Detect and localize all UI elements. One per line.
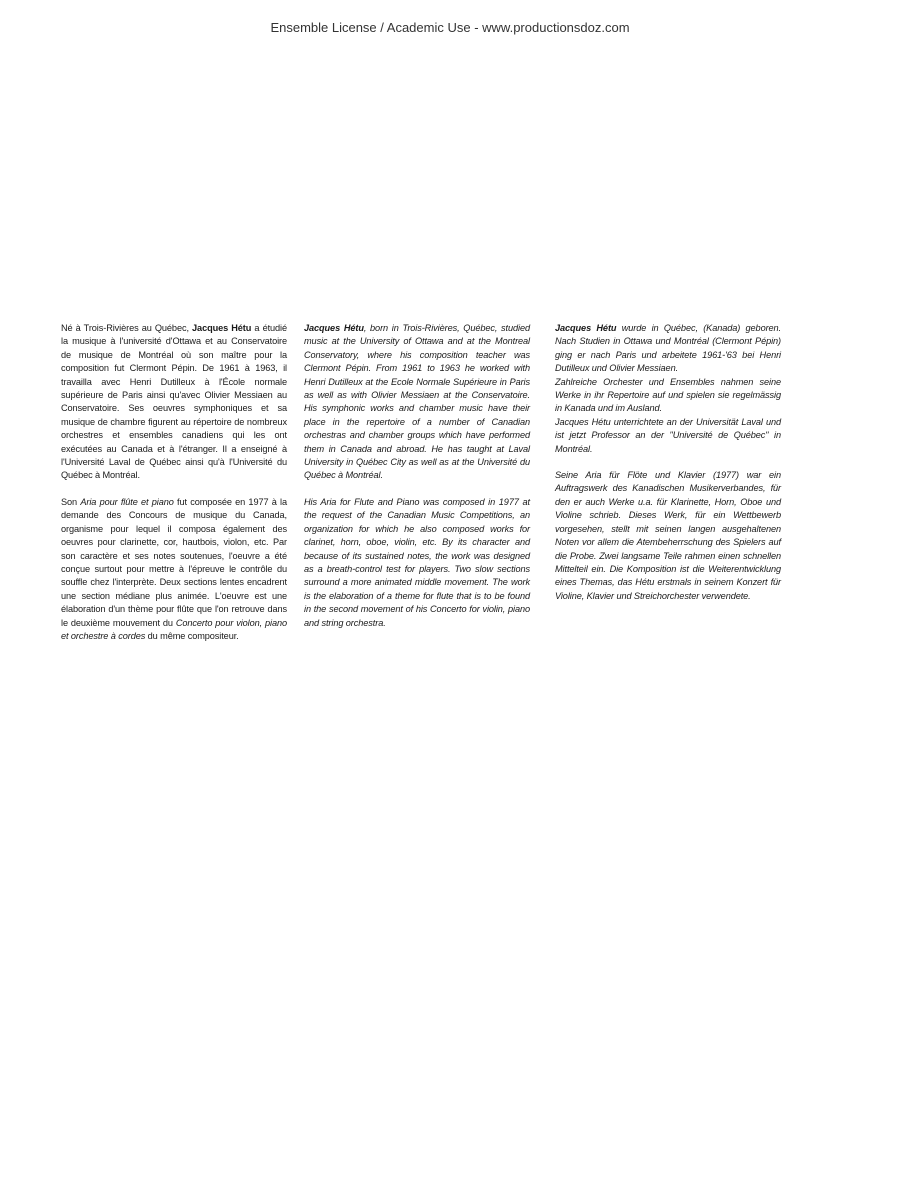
english-work-paragraph: His Aria for Flute and Piano was composed in 1977 at the request of the Canadian Music Competitions, an organization for which he also composed works for clarinet, horn, oboe, violin, etc. By its character and because of its sustained notes, the work was designed as a breath-control test for players. Two slow sections surround a more animated middle movement. The work is the elaboration of a theme for flute that is to be found in the second movement of his Concerto for violin, piano and string orchestra. xyxy=(304,496,530,628)
english-composer-name: Jacques Hétu xyxy=(304,323,364,333)
french-work-paragraph xyxy=(61,496,287,643)
french-work-intro: Son xyxy=(61,496,81,507)
german-teaching-paragraph: Jacques Hétu unterrichtete an der Universität Laval und ist jetzt Professor an der "Université de Québec" in Montréal. xyxy=(555,416,781,454)
german-biography-paragraph xyxy=(555,322,781,376)
english-biography-column xyxy=(304,322,530,643)
german-biography-text: wurde in Québec, (Kanada) geboren. Nach Studien in Ottawa und Montréal (Clermont Pépin) ging er nach Paris und arbeitete 1961-'63 bei Henri Dutilleux und Olivier Messiaen. xyxy=(555,323,782,374)
french-concerto-title: Concerto pour violon, piano et orchestre à cordes xyxy=(61,617,287,641)
french-work-text: fut composée en 1977 à la demande des Concours de musique du Canada, organisme pour lequel il composa également des oeuvres pour clarinette, cor, hautbois, violon, etc. Par son caractère et ses notes soutenues, l'oeuvre a été conçue surtout pour mettre à l'épreuve le contrôle du souffle chez l'interprète. Deux sections lentes encadrent une section médiane plus animée. L'oeuvre est une élaboration d'un thème pour flûte que l'on retrouve dans le deuxième mouvement du xyxy=(61,496,288,628)
french-intro-text: Né à Trois-Rivières au Québec, xyxy=(61,323,193,333)
french-biography-text: a étudié la musique à l'université d'Ottawa et au Conservatoire de musique de Montréal où son maître pour la composition fut Clermont Pépin. De 1961 à 1963, il travailla avec Henri Dutilleux à l'École normale supérieure de Paris ainsi qu'avec Olivier Messiaen au Conservatoire. Ses oeuvres symphoniques et sa musique de chambre figurent au répertoire de nombreux orchestres et ensembles canadiens qui les ont exécutées au Canada et à l'étranger. Il a enseigné à l'Université Laval de Québec ainsi qu'à l'Université du Québec à Montréal. xyxy=(61,323,287,481)
french-work-ending: du même compositeur. xyxy=(145,630,239,641)
french-work-title: Aria pour flûte et piano xyxy=(80,496,174,507)
english-biography-text: , born in Trois-Rivières, Québec, studied music at the University of Ottawa and at the Montreal Conservatory, where his composition teacher was Clermont Pépin. From 1961 to 1963 he worked with Henri Dutilleux at the Ecole Normale Supérieure in Paris as well as with Olivier Messiaen at the Conservatoire. His symphonic works and chamber music have their place in the repertoire of a number of Canadian orchestras and chamber groups which have performed them in Canada and abroad. He has taught at Laval University in Québec City as well as at the Université du Québec à Montréal. xyxy=(304,323,530,481)
french-biography-column xyxy=(61,322,287,656)
german-composer-name: Jacques Hétu xyxy=(555,323,617,333)
french-biography-paragraph xyxy=(61,322,287,483)
license-header: Ensemble License / Academic Use - www.productionsdoz.com xyxy=(270,20,630,35)
german-work-paragraph: Seine Aria für Flöte und Klavier (1977) war ein Auftragswerk des Kanadischen Musikerverbandes, für den er auch Werke u.a. für Klarinette, Horn, Oboe und Violine schrieb. Dieses Werk, für ein Wettbewerb vorgesehen, stellt mit seinen langen ausgehaltenen Noten vor allem die Atembeherrschung des Spielers auf die Probe. Zwei langsame Teile rahmen einen schnellen Mittelteil ein. Die Komposition ist die Weiterentwicklung eines Themas, das Hétu erstmals in seinem Konzert für Violine, Klavier und Streichorchester verwendete. xyxy=(555,470,781,601)
english-biography-paragraph xyxy=(304,322,530,483)
french-composer-name: Jacques Hétu xyxy=(192,323,252,333)
german-repertoire-paragraph: Zahlreiche Orchester und Ensembles nahmen seine Werke in ihr Repertoire auf und spielen sie regelmässig in Kanada und im Ausland. xyxy=(555,376,781,414)
german-biography-column xyxy=(555,322,781,603)
